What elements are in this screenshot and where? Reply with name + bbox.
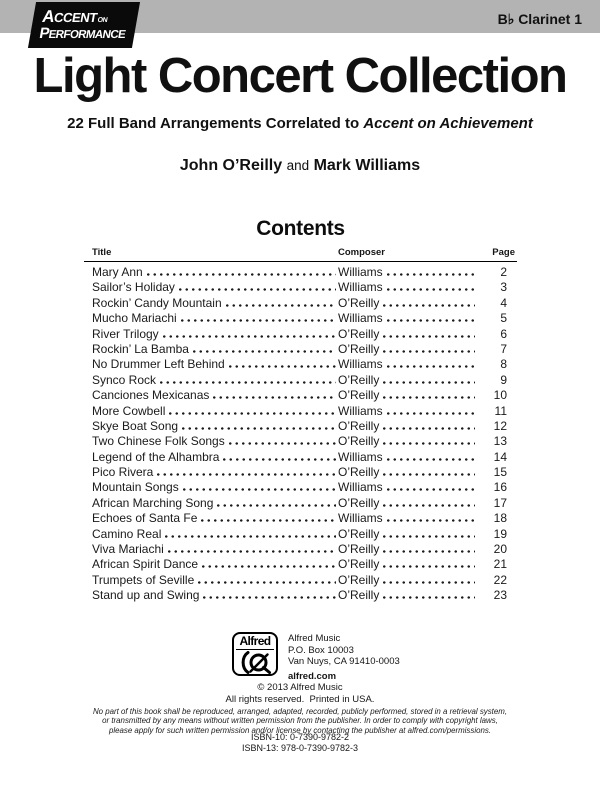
contents-row <box>84 388 517 403</box>
dot-leader <box>201 588 336 600</box>
dot-leader <box>381 327 475 339</box>
contents-row <box>84 511 517 526</box>
dot-leader <box>227 434 336 446</box>
piece-composer: Williams <box>338 311 383 326</box>
piece-composer: Williams <box>338 480 383 495</box>
publisher-address-block <box>288 633 400 682</box>
series-logo-word-accent: ACCENT <box>40 7 99 27</box>
piece-composer: O’Reilly <box>338 326 380 341</box>
dot-leader <box>385 280 475 292</box>
dot-leader <box>158 373 336 385</box>
piece-title: River Trilogy <box>92 326 159 341</box>
contents-row <box>84 542 517 557</box>
dot-leader <box>381 573 475 585</box>
contents-row <box>84 373 517 388</box>
subtitle <box>0 115 600 132</box>
dot-leader <box>181 480 336 492</box>
piece-page: 23 <box>493 588 507 603</box>
piece-title: No Drummer Left Behind <box>92 357 225 372</box>
piece-composer: O’Reilly <box>338 341 380 356</box>
contents-row <box>84 527 517 542</box>
contents-row <box>84 265 517 280</box>
dot-leader <box>381 388 475 400</box>
piece-composer: Williams <box>338 511 383 526</box>
dot-leader <box>191 342 336 354</box>
piece-title: African Marching Song <box>92 495 214 510</box>
dot-leader <box>224 296 336 308</box>
piece-composer: Williams <box>338 449 383 464</box>
piece-composer: O’Reilly <box>338 526 380 541</box>
piece-composer: O’Reilly <box>338 572 380 587</box>
publisher-city: Van Nuys, CA 91410-0003 <box>288 656 400 667</box>
piece-page: 13 <box>493 434 507 449</box>
dot-leader <box>385 511 475 523</box>
piece-composer: Williams <box>338 265 383 279</box>
piece-title: Legend of the Alhambra <box>92 449 220 464</box>
piece-page: 17 <box>493 495 507 510</box>
dot-leader <box>215 496 336 508</box>
contents-row <box>84 557 517 572</box>
column-header-page: Page <box>492 247 515 258</box>
piece-composer: Williams <box>338 403 383 418</box>
piece-composer: O’Reilly <box>338 295 380 310</box>
dot-leader <box>166 542 336 554</box>
dot-leader <box>196 573 336 585</box>
column-header-composer: Composer <box>338 247 385 258</box>
dot-leader <box>381 419 475 431</box>
dot-leader <box>211 388 336 400</box>
legal-notice-line-2: or transmitted by any means without written permission from the publisher. In order to comply with copyright laws, <box>102 716 498 726</box>
contents-row <box>84 450 517 465</box>
piece-page: 3 <box>500 280 507 295</box>
alfred-music-logo <box>232 632 278 676</box>
contents-row <box>84 434 517 449</box>
piece-composer: O’Reilly <box>338 372 380 387</box>
alfred-logo-wordmark: Alfred <box>236 635 274 650</box>
legal-notice-line-3: please apply for such written permission and/or license by contacting the publisher at alfred.com/permissions. <box>108 725 491 735</box>
piece-title: Mary Ann <box>92 265 143 279</box>
piece-title: Viva Mariachi <box>92 542 164 557</box>
piece-title: Stand up and Swing <box>92 588 200 603</box>
dot-leader <box>381 465 475 477</box>
isbn-block <box>0 732 600 753</box>
contents-row <box>84 465 517 480</box>
publisher-po-box: P.O. Box 10003 <box>288 644 354 656</box>
dot-leader <box>381 296 475 308</box>
contents-row <box>84 404 517 419</box>
dot-leader <box>385 480 475 492</box>
series-logo-word-on: ON <box>96 17 108 25</box>
contents-column-headers <box>84 247 517 262</box>
contents-row <box>84 496 517 511</box>
dot-leader <box>381 527 475 539</box>
book-title: Light Concert Collection <box>33 49 567 103</box>
piece-page: 6 <box>500 326 507 341</box>
contents-row <box>84 280 517 295</box>
contents-row <box>84 573 517 588</box>
legal-notice <box>0 707 600 735</box>
piece-composer: O’Reilly <box>338 418 380 433</box>
dot-leader <box>385 311 475 323</box>
series-logo-line2: PERFORMANCE <box>37 25 127 43</box>
contents-row <box>84 480 517 495</box>
piece-composer: O’Reilly <box>338 434 380 449</box>
contents-row <box>84 419 517 434</box>
dot-leader <box>227 357 336 369</box>
dot-leader <box>167 404 336 416</box>
piece-page: 14 <box>493 449 507 464</box>
piece-title: Rockin’ Candy Mountain <box>92 295 222 310</box>
piece-composer: O’Reilly <box>338 542 380 557</box>
contents-rows <box>84 265 517 604</box>
piece-title: Rockin’ La Bamba <box>92 341 189 356</box>
dot-leader <box>381 588 475 600</box>
piece-composer: O’Reilly <box>338 588 380 603</box>
alfred-logo-glyph <box>238 651 272 674</box>
dot-leader <box>179 311 336 323</box>
piece-page: 12 <box>493 418 507 433</box>
publisher-website: alfred.com <box>288 670 337 682</box>
copyright-block <box>0 682 600 705</box>
piece-title: Two Chinese Folk Songs <box>92 434 225 449</box>
series-logo-line1 <box>41 8 139 25</box>
piece-page: 18 <box>493 511 507 526</box>
dot-leader <box>161 327 336 339</box>
piece-page: 22 <box>493 572 507 587</box>
contents-heading: Contents <box>256 217 345 240</box>
dot-leader <box>180 419 336 431</box>
contents-row <box>84 342 517 357</box>
authors-conjunction: and <box>286 158 310 173</box>
piece-title: Pico Rivera <box>92 465 154 480</box>
piece-title: African Spirit Dance <box>92 557 199 572</box>
piece-page: 5 <box>500 311 507 326</box>
dot-leader <box>385 404 475 416</box>
piece-composer: Williams <box>338 280 383 295</box>
piece-title: Mountain Songs <box>92 480 179 495</box>
dot-leader <box>385 450 475 462</box>
subtitle-text: 22 Full Band Arrangements Correlated to <box>67 115 364 132</box>
piece-title: Mucho Mariachi <box>92 311 177 326</box>
dot-leader <box>381 434 475 446</box>
piece-page: 2 <box>500 265 507 279</box>
accent-on-performance-logo <box>28 2 140 48</box>
dot-leader <box>385 357 475 369</box>
piece-page: 16 <box>493 480 507 495</box>
piece-composer: O’Reilly <box>338 557 380 572</box>
dot-leader <box>381 373 475 385</box>
contents-row <box>84 588 517 603</box>
authors-line <box>0 157 600 175</box>
isbn-13: ISBN-13: 978-0-7390-9782-3 <box>241 742 359 753</box>
dot-leader <box>385 265 475 277</box>
piece-page: 10 <box>493 388 507 403</box>
piece-page: 19 <box>493 526 507 541</box>
author-2: Mark Williams <box>313 157 421 174</box>
dot-leader <box>381 496 475 508</box>
piece-composer: Williams <box>338 357 383 372</box>
dot-leader <box>145 265 336 277</box>
piece-title: Sailor’s Holiday <box>92 280 175 295</box>
dot-leader <box>155 465 336 477</box>
piece-title: Synco Rock <box>92 372 157 387</box>
piece-page: 9 <box>500 372 507 387</box>
dot-leader <box>199 511 336 523</box>
dot-leader <box>200 557 336 569</box>
piece-page: 11 <box>494 403 507 418</box>
piece-composer: O’Reilly <box>338 388 380 403</box>
contents-row <box>84 311 517 326</box>
contents-row <box>84 296 517 311</box>
piece-composer: O’Reilly <box>338 465 380 480</box>
dot-leader <box>177 280 336 292</box>
piece-title: Canciones Mexicanas <box>92 388 210 403</box>
piece-page: 21 <box>493 557 507 572</box>
subtitle-series-name: Accent on Achievement <box>363 115 533 132</box>
piece-title: Echoes of Santa Fe <box>92 511 198 526</box>
dot-leader <box>163 527 336 539</box>
instrument-label: B♭ Clarinet 1 <box>497 11 582 27</box>
piece-page: 15 <box>493 465 507 480</box>
piece-page: 8 <box>500 357 507 372</box>
column-header-title: Title <box>92 247 112 258</box>
author-1: John O’Reilly <box>179 157 283 174</box>
dot-leader <box>381 342 475 354</box>
copyright-line: © 2013 Alfred Music <box>257 682 343 693</box>
dot-leader <box>221 450 336 462</box>
contents-section <box>84 217 517 604</box>
piece-title: Trumpets of Seville <box>92 572 195 587</box>
contents-row <box>84 357 517 372</box>
dot-leader <box>381 557 475 569</box>
dot-leader <box>381 542 475 554</box>
piece-composer: O’Reilly <box>338 495 380 510</box>
piece-title: More Cowbell <box>92 403 166 418</box>
piece-title: Camino Real <box>92 526 162 541</box>
piece-title: Skye Boat Song <box>92 418 179 433</box>
publisher-name: Alfred Music <box>288 633 341 644</box>
rights-line: All rights reserved. Printed in USA. <box>225 693 375 705</box>
contents-row <box>84 327 517 342</box>
isbn-10: ISBN-10: 0-7390-9782-2 <box>250 732 350 742</box>
piece-page: 4 <box>500 295 507 310</box>
piece-page: 7 <box>500 341 507 356</box>
piece-page: 20 <box>493 542 507 557</box>
legal-notice-line-1: No part of this book shall be reproduced, arranged, adapted, recorded, publicly performed, stored in a retrieval system, <box>92 707 508 716</box>
